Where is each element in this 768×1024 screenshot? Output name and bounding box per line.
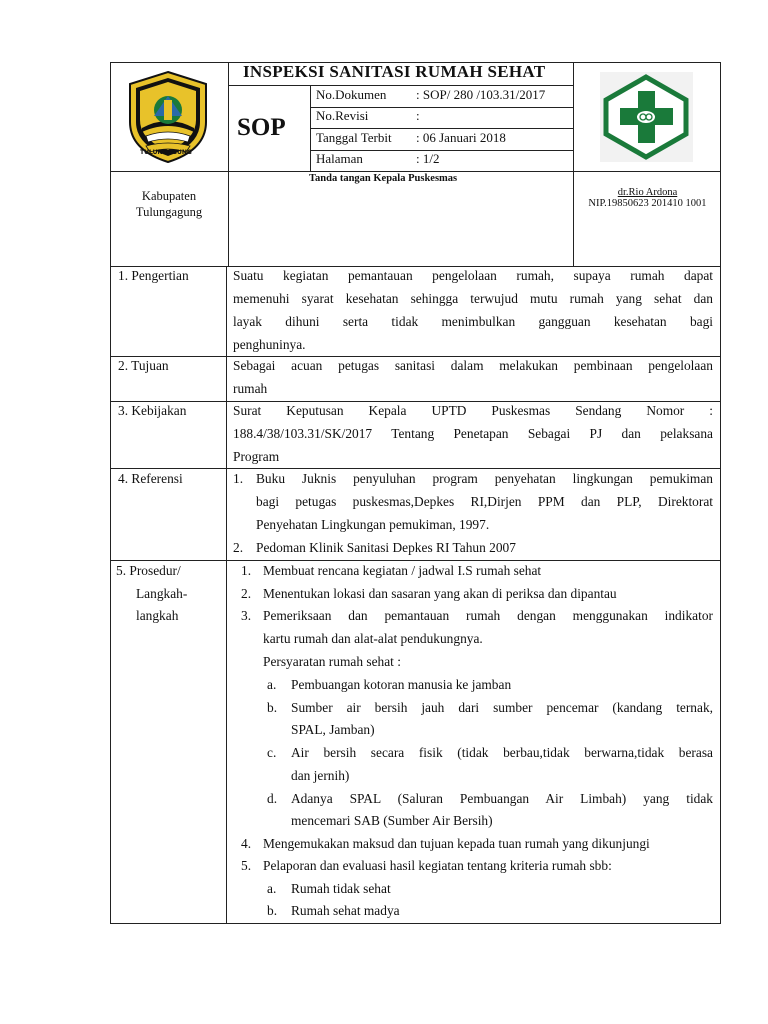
step-text: Pelaporan dan evaluasi hasil kegiatan tentang kriteria rumah sbb: [263, 858, 612, 873]
kriteria-text: Rumah tidak sehat [291, 881, 391, 896]
divider [228, 85, 573, 86]
section-label-prosedur-2: Langkah- [136, 586, 188, 601]
table-border-bottom [110, 923, 721, 924]
step-number: 5. [241, 858, 252, 873]
sub-item-text: Sumber air bersih jauh dari sumber pencemar (kandang ternak, [291, 700, 713, 715]
referensi-line: Penyehatan Lingkungan pemukiman, 1997. [256, 517, 490, 532]
kriteria-letter: b. [267, 903, 278, 918]
sub-item-text: Adanya SPAL (Saluran Pembuangan Air Limbah) yang tidak [291, 791, 713, 806]
sub-item-letter: b. [267, 700, 278, 715]
divider [110, 356, 721, 357]
head-nip: NIP.19850623 201410 1001 [588, 198, 707, 209]
meta-value-no-revisi: : [416, 108, 420, 123]
sub-item-letter: a. [267, 677, 277, 692]
section-label-referensi: 4. Referensi [118, 471, 183, 486]
kebijakan-line: 188.4/38/103.31/SK/2017 Tentang Penetapan Sebagai PJ dan pelaksana [233, 426, 713, 441]
divider [110, 266, 721, 267]
referensi-number: 1. [233, 471, 244, 486]
referensi-line: bagi petugas puskesmas,Depkes RI,Dirjen PPM dan PLP, Direktorat [256, 494, 713, 509]
section-label-pengertian: 1. Pengertian [118, 268, 189, 283]
sub-item-letter: c. [267, 745, 277, 760]
crest-banner-text: TULUNGAGUNG [140, 149, 192, 156]
step-text: kartu rumah dan alat-alat pendukungnya. [263, 631, 483, 646]
sub-item-text: dan jernih) [291, 768, 350, 783]
puskesmas-logo [600, 72, 693, 162]
head-name: dr.Rio Ardona [617, 187, 678, 198]
tujuan-line: rumah [233, 381, 268, 396]
step-number: 1. [241, 563, 252, 578]
step-number: 2. [241, 586, 252, 601]
tujuan-line: Sebagai acuan petugas sanitasi dalam melakukan pembinaan pengelolaan [233, 358, 713, 373]
section-label-kebijakan: 3. Kebijakan [118, 403, 187, 418]
step-number: 3. [241, 608, 252, 623]
divider [226, 266, 227, 923]
sop-label: SOP [237, 114, 286, 141]
kebijakan-line: Program [233, 449, 280, 464]
step-text: Menentukan lokasi dan sasaran yang akan di periksa dan dipantau [263, 586, 617, 601]
divider [110, 468, 721, 469]
step-text: Membuat rencana kegiatan / jadwal I.S rumah sehat [263, 563, 542, 578]
referensi-line: Buku Juknis penyuluhan program penyehatan lingkungan pemukiman [256, 471, 713, 486]
pengertian-line: layak dihuni serta tidak menimbulkan gangguan kesehatan bagi [233, 314, 713, 329]
meta-label-halaman: Halaman [316, 151, 363, 166]
divider [573, 62, 574, 266]
region-line-2: Tulungagung [135, 205, 203, 219]
sub-item-letter: d. [267, 791, 278, 806]
divider [228, 62, 229, 266]
sub-item-text: mencemari SAB (Sumber Air Bersih) [291, 813, 493, 828]
persyaratan-heading: Persyaratan rumah sehat : [263, 654, 401, 669]
section-label-prosedur: 5. Prosedur/ [116, 563, 181, 578]
meta-value-no-dokumen: : SOP/ 280 /103.31/2017 [416, 87, 546, 102]
divider [110, 401, 721, 402]
pengertian-line: penghuninya. [233, 337, 306, 352]
pengertian-line: Suatu kegiatan pemantauan pengelolaan rumah, supaya rumah dapat [233, 268, 713, 283]
meta-label-no-revisi: No.Revisi [316, 108, 369, 123]
region-name [110, 188, 228, 220]
kebijakan-line: Surat Keputusan Kepala UPTD Puskesmas Sendang Nomor : [233, 403, 713, 418]
region-line-1: Kabupaten [141, 189, 197, 203]
sub-item-text: SPAL, Jamban) [291, 722, 375, 737]
kriteria-text: Rumah sehat madya [291, 903, 400, 918]
sub-item-text: Pembuangan kotoran manusia ke jamban [291, 677, 512, 692]
meta-value-halaman: : 1/2 [416, 151, 440, 166]
section-label-tujuan: 2. Tujuan [118, 358, 169, 373]
section-label-prosedur-3: langkah [136, 608, 179, 623]
document-title: INSPEKSI SANITASI RUMAH SEHAT [243, 62, 546, 81]
sub-item-text: Air bersih secara fisik (tidak berbau,tidak berwarna,tidak berasa [291, 745, 713, 760]
step-number: 4. [241, 836, 252, 851]
meta-value-tanggal-terbit: : 06 Januari 2018 [416, 130, 506, 145]
kriteria-letter: a. [267, 881, 277, 896]
signature-caption: Tanda tangan Kepala Puskesmas [309, 173, 458, 184]
divider [310, 128, 573, 129]
divider [110, 171, 721, 172]
referensi-line: Pedoman Klinik Sanitasi Depkes RI Tahun 2007 [256, 540, 516, 555]
step-text: Pemeriksaan dan pemantauan rumah dengan menggunakan indikator [263, 608, 713, 623]
meta-label-no-dokumen: No.Dokumen [316, 87, 387, 102]
referensi-number: 2. [233, 540, 244, 555]
step-text: Mengemukakan maksud dan tujuan kepada tuan rumah yang dikunjungi [263, 836, 650, 851]
pengertian-line: memenuhi syarat kesehatan sehingga terwujud mutu rumah yang sehat dan [233, 291, 713, 306]
divider [110, 560, 721, 561]
meta-label-tanggal-terbit: Tanggal Terbit [316, 130, 392, 145]
